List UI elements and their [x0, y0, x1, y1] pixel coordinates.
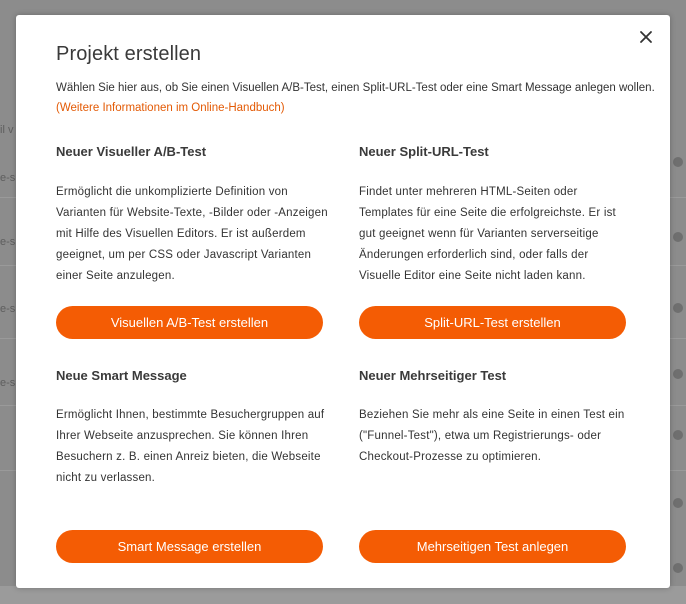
create-visual-ab-test-button[interactable]: Visuellen A/B-Test erstellen — [56, 306, 323, 339]
create-split-url-test-button[interactable]: Split-URL-Test erstellen — [359, 306, 626, 339]
dialog-intro — [56, 78, 656, 118]
bg-text-fragment: e-s — [0, 377, 16, 389]
multipage-test-description: Beziehen Sie mehr als eine Seite in einen Test ein ("Funnel-Test"), etwa um Registrierungs- oder Checkout-Prozesse zu optimieren. — [359, 409, 625, 463]
bg-status-dot — [673, 498, 683, 508]
dialog-title: Projekt erstellen — [56, 43, 202, 65]
visual-ab-test-title: Neuer Visueller A/B-Test — [56, 144, 207, 159]
close-icon[interactable] — [638, 29, 654, 45]
bg-text-fragment: e-s — [0, 236, 16, 248]
intro-text: Wählen Sie hier aus, ob Sie einen Visuellen A/B-Test, einen Split-URL-Test oder eine Smart Message anlegen wollen. — [56, 82, 655, 94]
smart-message-title: Neue Smart Message — [56, 368, 187, 383]
bg-text-fragment: e-s — [0, 172, 16, 184]
create-multipage-test-button[interactable]: Mehrseitigen Test anlegen — [359, 530, 626, 563]
bg-text-fragment: il v — [0, 124, 14, 136]
bg-status-dot — [673, 232, 683, 242]
visual-ab-test-description: Ermöglicht die unkomplizierte Definition von Varianten für Website-Texte, -Bilder oder -Anzeigen mit Hilfe des Visuellen Editors. Er ist außerdem geeignet, um per CSS oder Javascript Varianten einer Seite anzulegen. — [56, 186, 328, 282]
bg-status-dot — [673, 430, 683, 440]
online-handbook-link[interactable]: (Weitere Informationen im Online-Handbuch) — [56, 102, 285, 114]
bg-status-dot — [673, 303, 683, 313]
split-url-test-description: Findet unter mehreren HTML-Seiten oder Templates für eine Seite die erfolgreichste. Er ist gut geeignet wenn für Varianten serverseitige Änderungen erforderlich sind, oder falls der Visuelle Editor eine Seite nicht laden kann. — [359, 186, 616, 282]
smart-message-description: Ermöglicht Ihnen, bestimmte Besuchergruppen auf Ihrer Webseite anzusprechen. Sie können Ihren Besuchern z. B. einen Anreiz bieten, die Webseite nicht zu verlassen. — [56, 409, 325, 484]
bg-status-dot — [673, 369, 683, 379]
multipage-test-title: Neuer Mehrseitiger Test — [359, 368, 507, 383]
create-project-dialog — [16, 15, 670, 588]
bg-footer-band — [0, 586, 686, 604]
bg-status-dot — [673, 157, 683, 167]
create-smart-message-button[interactable]: Smart Message erstellen — [56, 530, 323, 563]
bg-status-dot — [673, 563, 683, 573]
bg-text-fragment: e-s — [0, 303, 16, 315]
split-url-test-title: Neuer Split-URL-Test — [359, 144, 489, 159]
